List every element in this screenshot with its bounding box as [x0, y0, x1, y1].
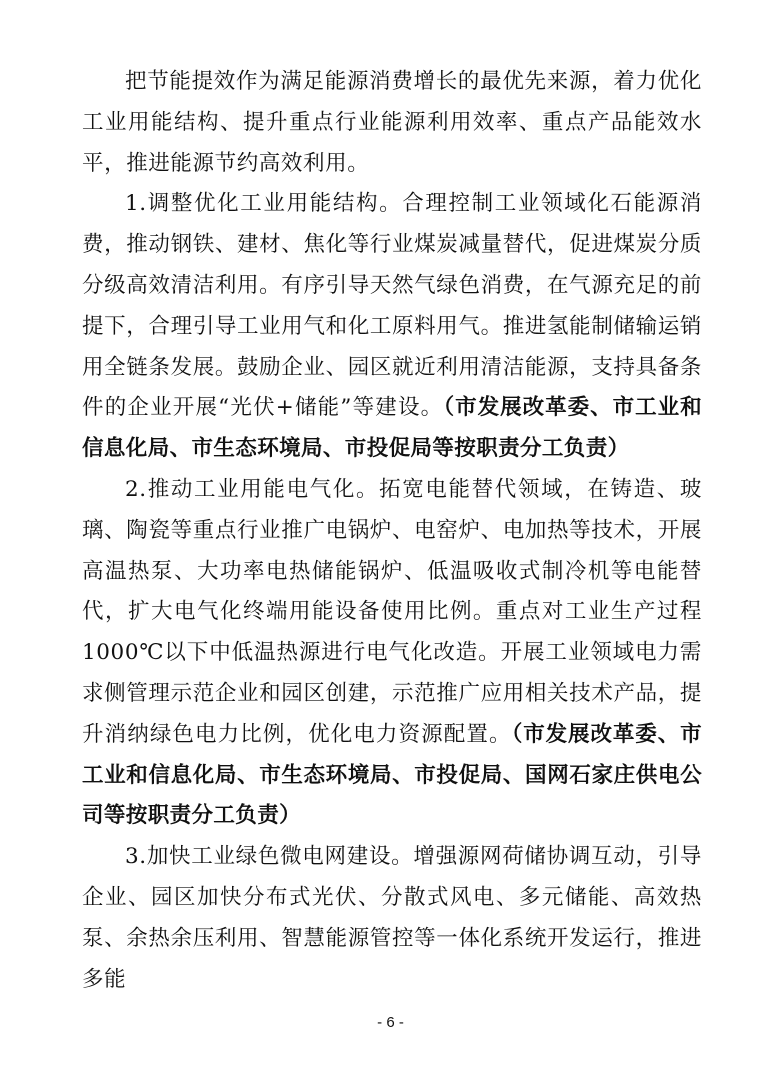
document-body: [82, 62, 702, 1000]
item-paragraph-2: [82, 470, 702, 837]
item-paragraph-1: [82, 184, 702, 470]
item-1-responsible: （市发展改革委、市工业和信息化局、市生态环境局、市投促局等按职责分工负责）: [82, 395, 702, 462]
item-paragraph-3: [82, 837, 702, 1000]
intro-paragraph: [82, 62, 702, 184]
page-number: - 6 -: [377, 1014, 404, 1031]
intro-text: 把节能提效作为满足能源消费增长的最优先来源，着力优化工业用能结构、提升重点行业能源利用效率、重点产品能效水平，推进能源节约高效利用。: [82, 69, 702, 176]
item-2-responsible: （市发展改革委、市工业和信息化局、市生态环境局、市投促局、国网石家庄供电公司等按职责分工负责）: [82, 721, 702, 829]
item-1-text: 1.调整优化工业用能结构。合理控制工业领域化石能源消费，推动钢铁、建材、焦化等行业煤炭减量替代，促进煤炭分质分级高效清洁利用。有序引导天然气绿色消费，在气源充足的前提下，合理引导工业用气和化工原料用气。推进氢能制储输运销用全链条发展。鼓励企业、园区就近利用清洁能源，支持具备条件的企业开展“光伏+储能”等建设。: [82, 191, 702, 421]
item-2-text: 2.推动工业用能电气化。拓宽电能替代领域，在铸造、玻璃、陶瓷等重点行业推广电锅炉、电窑炉、电加热等技术，开展高温热泵、大功率电热储能锅炉、低温吸收式制冷机等电能替代，扩大电气化终端用能设备使用比例。重点对工业生产过程1000℃以下中低温热源进行电气化改造。开展工业领域电力需求侧管理示范企业和园区创建，示范推广应用相关技术产品，提升消纳绿色电力比例，优化电力资源配置。: [82, 476, 702, 747]
item-3-text: 3.加快工业绿色微电网建设。增强源网荷储协调互动，引导企业、园区加快分布式光伏、分散式风电、多元储能、高效热泵、余热余压利用、智慧能源管控等一体化系统开发运行，推进多能: [82, 844, 702, 992]
